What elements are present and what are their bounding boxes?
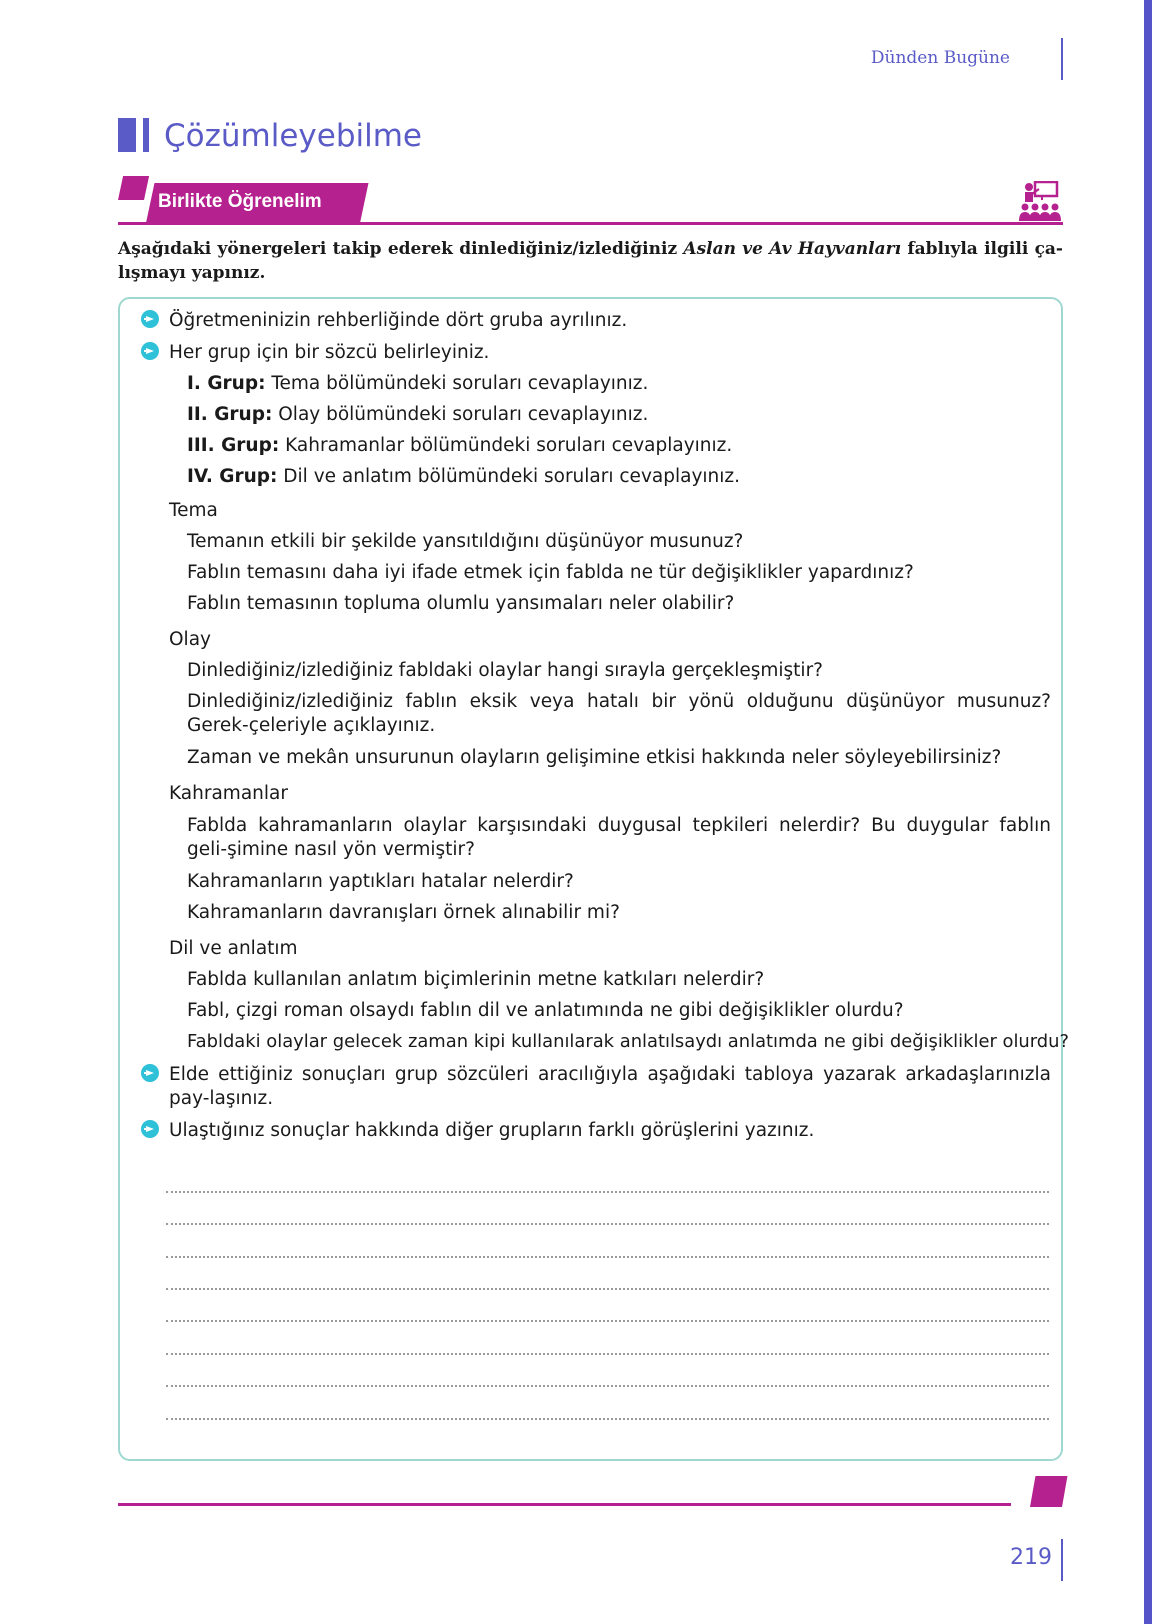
- question-item: Fablın temasının topluma olumlu yansımaları neler olabilir?: [187, 593, 735, 614]
- step-item: Her grup için bir sözcü belirleyiniz.: [169, 342, 490, 363]
- running-title: Dünden Bugüne: [870, 48, 1010, 68]
- page-edge-bar: [1144, 0, 1152, 1624]
- answer-line[interactable]: [166, 1256, 1049, 1258]
- step-item: Ulaştığınız sonuçlar hakkında diğer grupların farklı görüşlerini yazınız.: [169, 1120, 815, 1141]
- step-item: Elde ettiğiniz sonuçları grup sözcüleri aracılığıyla aşağıdaki tabloya yazarak arkadaşlarınızla pay-laşınız.: [169, 1064, 1051, 1109]
- banner-tip: [118, 176, 149, 200]
- question-item: Temanın etkili bir şekilde yansıtıldığını düşünüyor musunuz?: [187, 531, 744, 552]
- question-item: Fabldaki olaylar gelecek zaman kipi kullanılarak anlatılsaydı anlatımda ne gibi değişiklikler olurdu?: [187, 1031, 1069, 1052]
- instructions-intro: Aşağıdaki yönergeleri takip ederek dinlediğiniz/izlediğiniz Aslan ve Av Hayvanları fablıyla ilgili ça-lışmayı yapınız.: [118, 239, 1063, 283]
- footer-rule: [118, 1503, 1011, 1506]
- teacher-group-icon: [1018, 181, 1062, 221]
- answer-line[interactable]: [166, 1418, 1049, 1420]
- topic-heading: Tema: [169, 500, 218, 521]
- arrow-circle-icon: [141, 342, 159, 360]
- title-marker: [118, 118, 136, 152]
- arrow-circle-icon: [141, 1064, 159, 1082]
- question-item: Kahramanların yaptıkları hatalar nelerdir?: [187, 871, 574, 892]
- answer-line[interactable]: [166, 1320, 1049, 1322]
- answer-line[interactable]: [166, 1288, 1049, 1290]
- answer-line[interactable]: [166, 1385, 1049, 1387]
- section-title: Çözümleyebilme: [164, 118, 423, 154]
- answer-line[interactable]: [166, 1353, 1049, 1355]
- question-item: Fablda kullanılan anlatım biçimlerinin metne katkıları nelerdir?: [187, 969, 765, 990]
- footer-block: [1030, 1476, 1067, 1507]
- step-item: Öğretmeninizin rehberliğinde dört gruba ayrılınız.: [169, 310, 628, 331]
- group-item: I. Grup: Tema bölümündeki soruları cevaplayınız.: [187, 373, 649, 394]
- group-item: III. Grup: Kahramanlar bölümündeki soruları cevaplayınız.: [187, 435, 733, 456]
- page-number: 219: [1010, 1545, 1052, 1570]
- topic-heading: Dil ve anlatım: [169, 938, 298, 959]
- banner-rule: [118, 222, 1063, 225]
- group-item: II. Grup: Olay bölümündeki soruları cevaplayınız.: [187, 404, 649, 425]
- question-item: Kahramanların davranışları örnek alınabilir mi?: [187, 902, 620, 923]
- question-item: Zaman ve mekân unsurunun olayların gelişimine etkisi hakkında neler söyleyebilirsiniz?: [187, 747, 1002, 768]
- question-item: Dinlediğiniz/izlediğiniz fablın eksik veya hatalı bir yönü olduğunu düşünüyor musunuz? Gerek-çeleriyle açıklayınız.: [187, 691, 1051, 736]
- answer-line[interactable]: [166, 1191, 1049, 1193]
- arrow-circle-icon: [141, 310, 159, 328]
- group-item: IV. Grup: Dil ve anlatım bölümündeki soruları cevaplayınız.: [187, 466, 740, 487]
- question-item: Fablın temasını daha iyi ifade etmek için fablda ne tür değişiklikler yapardınız?: [187, 562, 914, 583]
- banner-label: Birlikte Öğrenelim: [158, 191, 322, 212]
- arrow-circle-icon: [141, 1120, 159, 1138]
- header-divider: [1061, 38, 1063, 80]
- question-item: Fablda kahramanların olaylar karşısındaki duygusal tepkileri nelerdir? Bu duygular fablın geli-şimine nasıl yön vermiştir?: [187, 815, 1051, 860]
- answer-line[interactable]: [166, 1223, 1049, 1225]
- footer-divider: [1061, 1539, 1063, 1581]
- question-item: Dinlediğiniz/izlediğiniz fabldaki olaylar hangi sırayla gerçekleşmiştir?: [187, 660, 824, 681]
- topic-heading: Kahramanlar: [169, 783, 288, 804]
- question-item: Fabl, çizgi roman olsaydı fablın dil ve anlatımında ne gibi değişiklikler olurdu?: [187, 1000, 904, 1021]
- topic-heading: Olay: [169, 629, 211, 650]
- title-marker-thin: [143, 118, 149, 152]
